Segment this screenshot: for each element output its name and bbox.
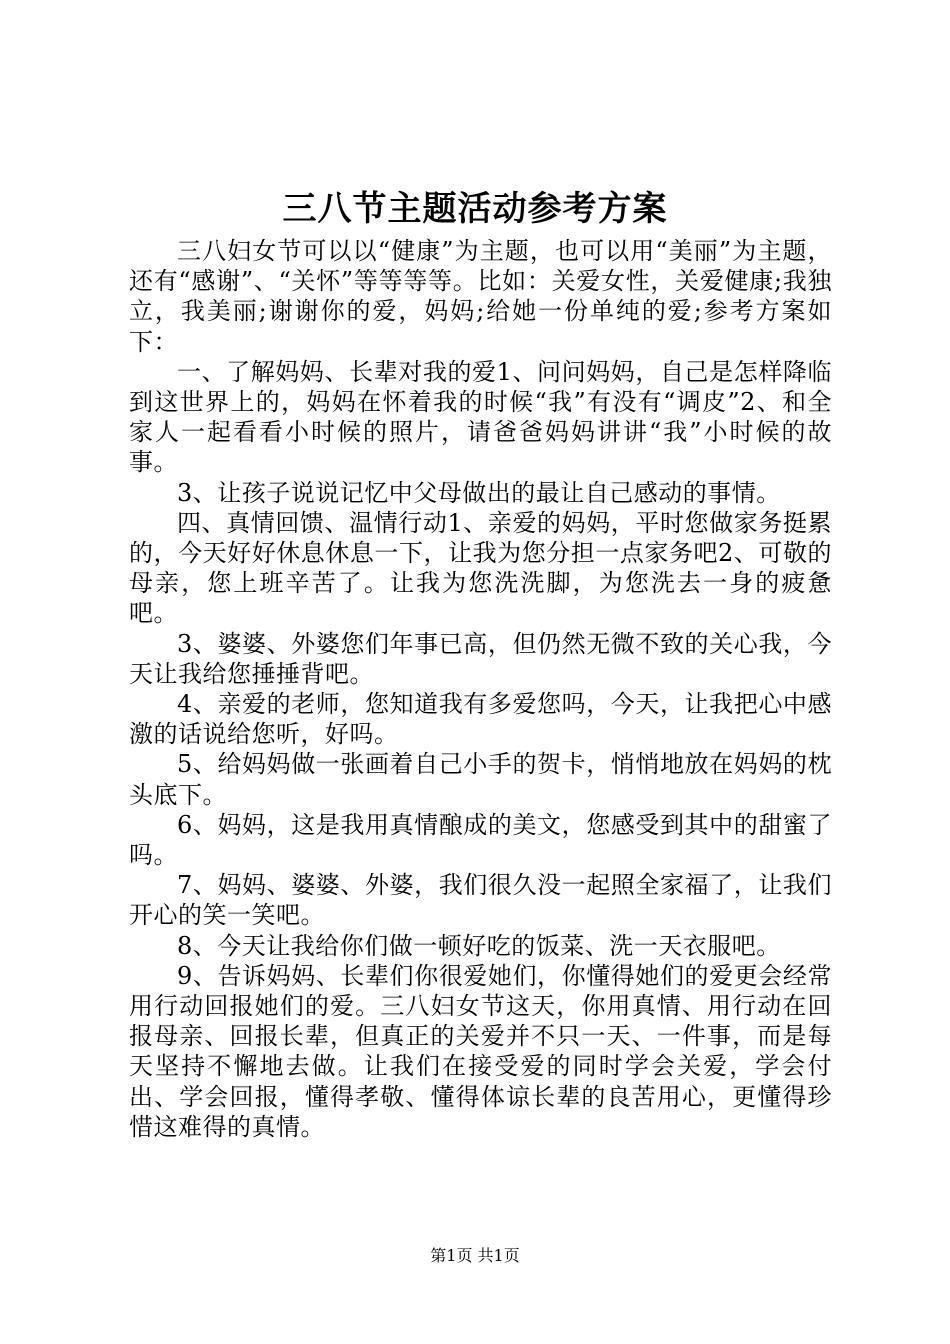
paragraph-item-3b: 3、婆婆、外婆您们年事已高，但仍然无微不致的关心我，今天让我给您捶捶背吧。 [129, 629, 832, 688]
paragraph-section-four: 四、真情回馈、温情行动1、亲爱的妈妈，平时您做家务挺累的，今天好好休息休息一下，让我为您分担一点家务吧2、可敬的母亲，您上班辛苦了。让我为您洗洗脚，为您洗去一身的疲惫吧。 [129, 508, 832, 628]
document-title: 三八节主题活动参考方案 [282, 189, 668, 229]
paragraph-item-5: 5、给妈妈做一张画着自己小手的贺卡，悄悄地放在妈妈的枕头底下。 [129, 750, 832, 809]
paragraph-intro: 三八妇女节可以以“健康”为主题，也可以用“美丽”为主题，还有“感谢”、“关怀”等等等等。比如：关爱女性，关爱健康;我独立，我美丽;谢谢你的爱，妈妈;给她一份单纯的爱;参考方案如下： [129, 237, 832, 356]
paragraph-item-7: 7、妈妈、婆婆、外婆，我们很久没一起照全家福了，让我们开心的笑一笑吧。 [129, 871, 832, 930]
paragraph-item-6: 6、妈妈，这是我用真情酿成的美文，您感受到其中的甜蜜了吗。 [129, 810, 832, 870]
paragraph-item-9: 9、告诉妈妈、长辈们你很爱她们，你懂得她们的爱更会经常用行动回报她们的爱。三八妇女节这天，你用真情、用行动在回报母亲、回报长辈，但真正的关爱并不只一天、一件事，而是每天坚持不懈地去做。让我们在接受爱的同时学会关爱，学会付出、学会回报，懂得孝敬、懂得体谅长辈的良苦用心，更懂得珍惜这难得的真情。 [129, 961, 832, 1141]
paragraph-section-one: 一、了解妈妈、长辈对我的爱1、问问妈妈，自己是怎样降临到这世界上的，妈妈在怀着我的时候“我”有没有“调皮”2、和全家人一起看看小时候的照片，请爸爸妈妈讲讲“我”小时候的故事。 [129, 357, 832, 477]
page-number-footer: 第1页 共1页 [430, 1246, 520, 1265]
paragraph-item-8: 8、今天让我给你们做一顿好吃的饭菜、洗一天衣服吧。 [177, 931, 781, 960]
paragraph-item-3a: 3、让孩子说说记忆中父母做出的最让自己感动的事情。 [177, 478, 781, 507]
document-body [129, 236, 832, 1142]
paragraph-item-4: 4、亲爱的老师，您知道我有多爱您吗，今天，让我把心中感激的话说给您听，好吗。 [129, 690, 832, 749]
